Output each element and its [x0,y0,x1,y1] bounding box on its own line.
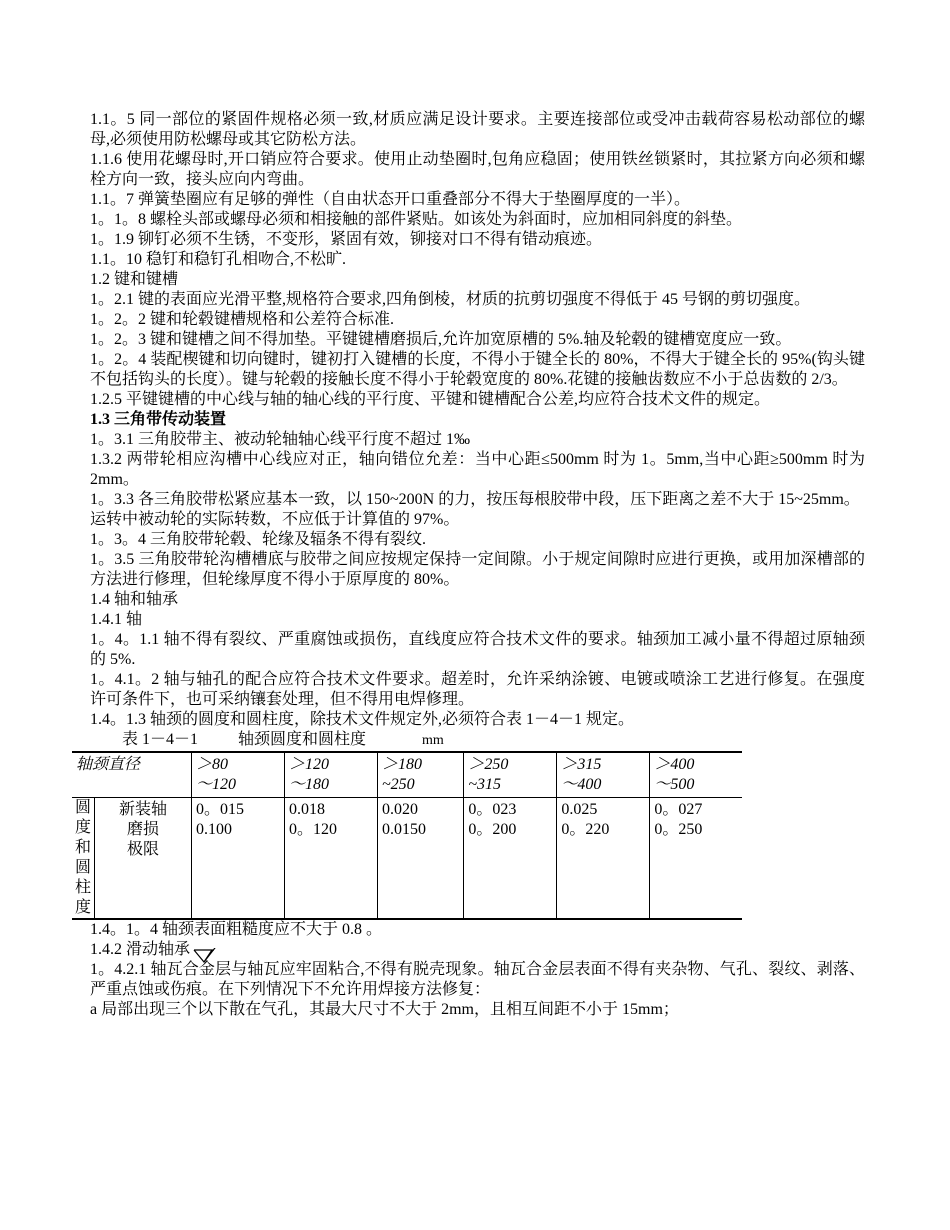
paragraph: 1。3.1 三角胶带主、被动轮轴轴心线平行度不超过 1‰ [90,431,471,448]
value-cell [557,798,650,920]
row-label-line: 新装轴 [119,801,168,818]
wear-value: 0。120 [288,821,337,838]
paragraph-group-top [90,110,865,730]
paragraph: 1。2.1 键的表面应光滑平整,规格符合要求,四角倒棱，材质的抗剪切强度不得低于 45 号钢的剪切强度。 [90,291,811,308]
paragraph: 1.4。1.3 轴颈的圆度和圆柱度，除技术文件规定外,必须符合表 1－4－1 规定。 [90,711,635,728]
range-low: ＞400 [654,756,695,773]
table-header-row [72,752,742,798]
journal-tolerance-table [72,751,742,920]
header-label: 轴颈直径 [76,756,141,773]
row-label-line: 磨损 [127,821,160,838]
value-cell [464,798,557,920]
vertical-label-char: 度 [75,819,92,836]
paragraph: 1.1。10 稳钉和稳钉孔相吻合,不松旷. [90,251,347,268]
paragraph: 1。2。4 装配楔键和切向键时，键初打入键槽的长度，不得小于键全长的 80%，不得大于键全长的 95%(钩头键不包括钩头的长度）。键与轮毂的接触长度不得小于轮毂宽度的 80%.花键的接触齿数应不小于总齿数的 2/3。 [90,351,865,388]
table-data-row [72,798,742,920]
paragraph: 1。1。8 螺栓头部或螺母必须和相接触的部件紧贴。如该处为斜面时，应加相同斜度的斜垫。 [90,211,743,228]
paragraph: 1。4.1。2 轴与轴孔的配合应符合技术文件要求。超差时，允许采纳涂镀、电镀或喷涂工艺进行修复。在强度许可条件下，也可采纳镶套处理，但不得用电焊修理。 [90,671,865,708]
section-heading: 1.4 轴和轴承 [90,591,179,608]
range-cell [650,752,742,798]
row-label-cell [95,798,192,920]
table-unit: mm [422,733,444,748]
paragraph: 1。2。3 键和键槽之间不得加垫。平键键槽磨损后,允许加宽原槽的 5%.轴及轮毂的键槽宽度应一致。 [90,331,792,348]
wear-value: 0.0150 [381,821,426,838]
section-heading: 1.3 三角带传动装置 [90,411,227,428]
wear-value: 0。200 [468,821,517,838]
vertical-label-char: 圆 [75,799,92,816]
value-cell [377,798,463,920]
paragraph: 1。4。1.1 轴不得有裂纹、严重腐蚀或损伤，直线度应符合技术文件的要求。轴颈加工减小量不得超过原轴颈的 5%. [90,631,865,668]
range-low: ＞80 [196,756,229,773]
new-value: 0.025 [561,801,598,818]
new-value: 0。015 [196,801,245,818]
new-value: 0。027 [654,801,703,818]
new-value: 0.020 [381,801,418,818]
paragraph: 1.4。1。4 轴颈表面粗糙度应不大于 0.8 。 [90,921,383,938]
paragraph: 1。3.3 各三角胶带松紧应基本一致，以 150~200N 的力，按压每根胶带中段，压下距离之差不大于 15~25mm。 [90,491,860,508]
table-title: 轴颈圆度和圆柱度 [238,731,367,748]
vertical-label-char: 和 [75,839,92,856]
paragraph: 1.3.2 两带轮相应沟槽中心线应对正，轴向错位允差：当中心距≤500mm 时为 1。5mm,当中心距≥500mm 时为 2mm。 [90,451,865,488]
wear-value: 0。250 [654,821,703,838]
vertical-label-cell [72,798,95,920]
paragraph: 1.1.6 使用花螺母时,开口销应符合要求。使用止动垫圈时,包角应稳固；使用铁丝锁紧时，其拉紧方向必须和螺栓方向一致，接头应向内弯曲。 [90,151,865,188]
paragraph: 1。3.5 三角胶带轮沟槽槽底与胶带之间应按规定保持一定间隙。小于规定间隙时应进行更换，或用加深槽部的方法进行修理，但轮缘厚度不得小于原厚度的 80%。 [90,551,865,588]
vertical-label-char: 度 [75,899,92,916]
range-low: ＞315 [561,756,602,773]
row-label-line: 极限 [127,841,160,858]
paragraph: 1.2.5 平键键槽的中心线与轴的轴心线的平行度、平键和键槽配合公差,均应符合技术文件的规定。 [90,391,771,408]
range-cell [464,752,557,798]
paragraph: 1。4.2.1 轴瓦合金层与轴瓦应牢固粘合,不得有脱壳现象。轴瓦合金层表面不得有夹杂物、气孔、裂纹、剥落、严重点蚀或伤痕。在下列情况下不允许用焊接方法修复： [90,961,865,998]
section-heading [90,940,865,960]
range-low: ＞180 [381,756,422,773]
new-value: 0。023 [468,801,517,818]
paragraph: 1.1。5 同一部位的紧固件规格必须一致,材质应满足设计要求。主要连接部位或受冲击载荷容易松动部位的螺母,必须使用防松螺母或其它防松方法。 [90,111,865,148]
paragraph: 运转中被动轮的实际转数，不应低于计算值的 97%。 [90,511,460,528]
range-cell [284,752,377,798]
section-heading: 1.4.1 轴 [90,611,143,628]
value-cell [284,798,377,920]
range-high: ~250 [381,776,415,793]
table-number: 表 1－4－1 [122,731,199,748]
range-high: ～180 [288,776,329,793]
value-cell [650,798,742,920]
paragraph: a 局部出现三个以下散在气孔，其最大尺寸不大于 2mm，且相互间距不小于 15mm； [90,1001,679,1018]
range-low: ＞250 [468,756,509,773]
range-high: ～120 [196,776,237,793]
paragraph-group-bottom [90,920,865,1020]
range-low: ＞120 [288,756,329,773]
section-heading: 1.2 键和键槽 [90,271,179,288]
value-cell [192,798,285,920]
range-high: ~315 [468,776,502,793]
range-cell [377,752,463,798]
range-cell [192,752,285,798]
table-caption [122,730,865,751]
paragraph: 1。1.9 铆钉必须不生锈，不变形，紧固有效，铆接对口不得有错动痕迹。 [90,231,603,248]
range-high: ～400 [561,776,602,793]
range-cell [557,752,650,798]
wear-value: 0.100 [196,821,233,838]
roughness-symbol-icon [190,944,220,954]
header-label-cell [72,752,192,798]
new-value: 0.018 [288,801,325,818]
wear-value: 0。220 [561,821,610,838]
vertical-label-char: 圆 [75,859,92,876]
paragraph: 1。3。4 三角胶带轮毂、轮缘及辐条不得有裂纹. [90,531,427,548]
range-high: ～500 [654,776,695,793]
paragraph: 1.1。7 弹簧垫圈应有足够的弹性（自由状态开口重叠部分不得大于垫圈厚度的一半）。 [90,191,691,208]
heading-text: 1.4.2 滑动轴承 [90,941,191,958]
vertical-label-char: 柱 [75,879,92,896]
paragraph: 1。2。2 键和轮毂键槽规格和公差符合标准. [90,311,395,328]
document-page [75,110,865,1020]
